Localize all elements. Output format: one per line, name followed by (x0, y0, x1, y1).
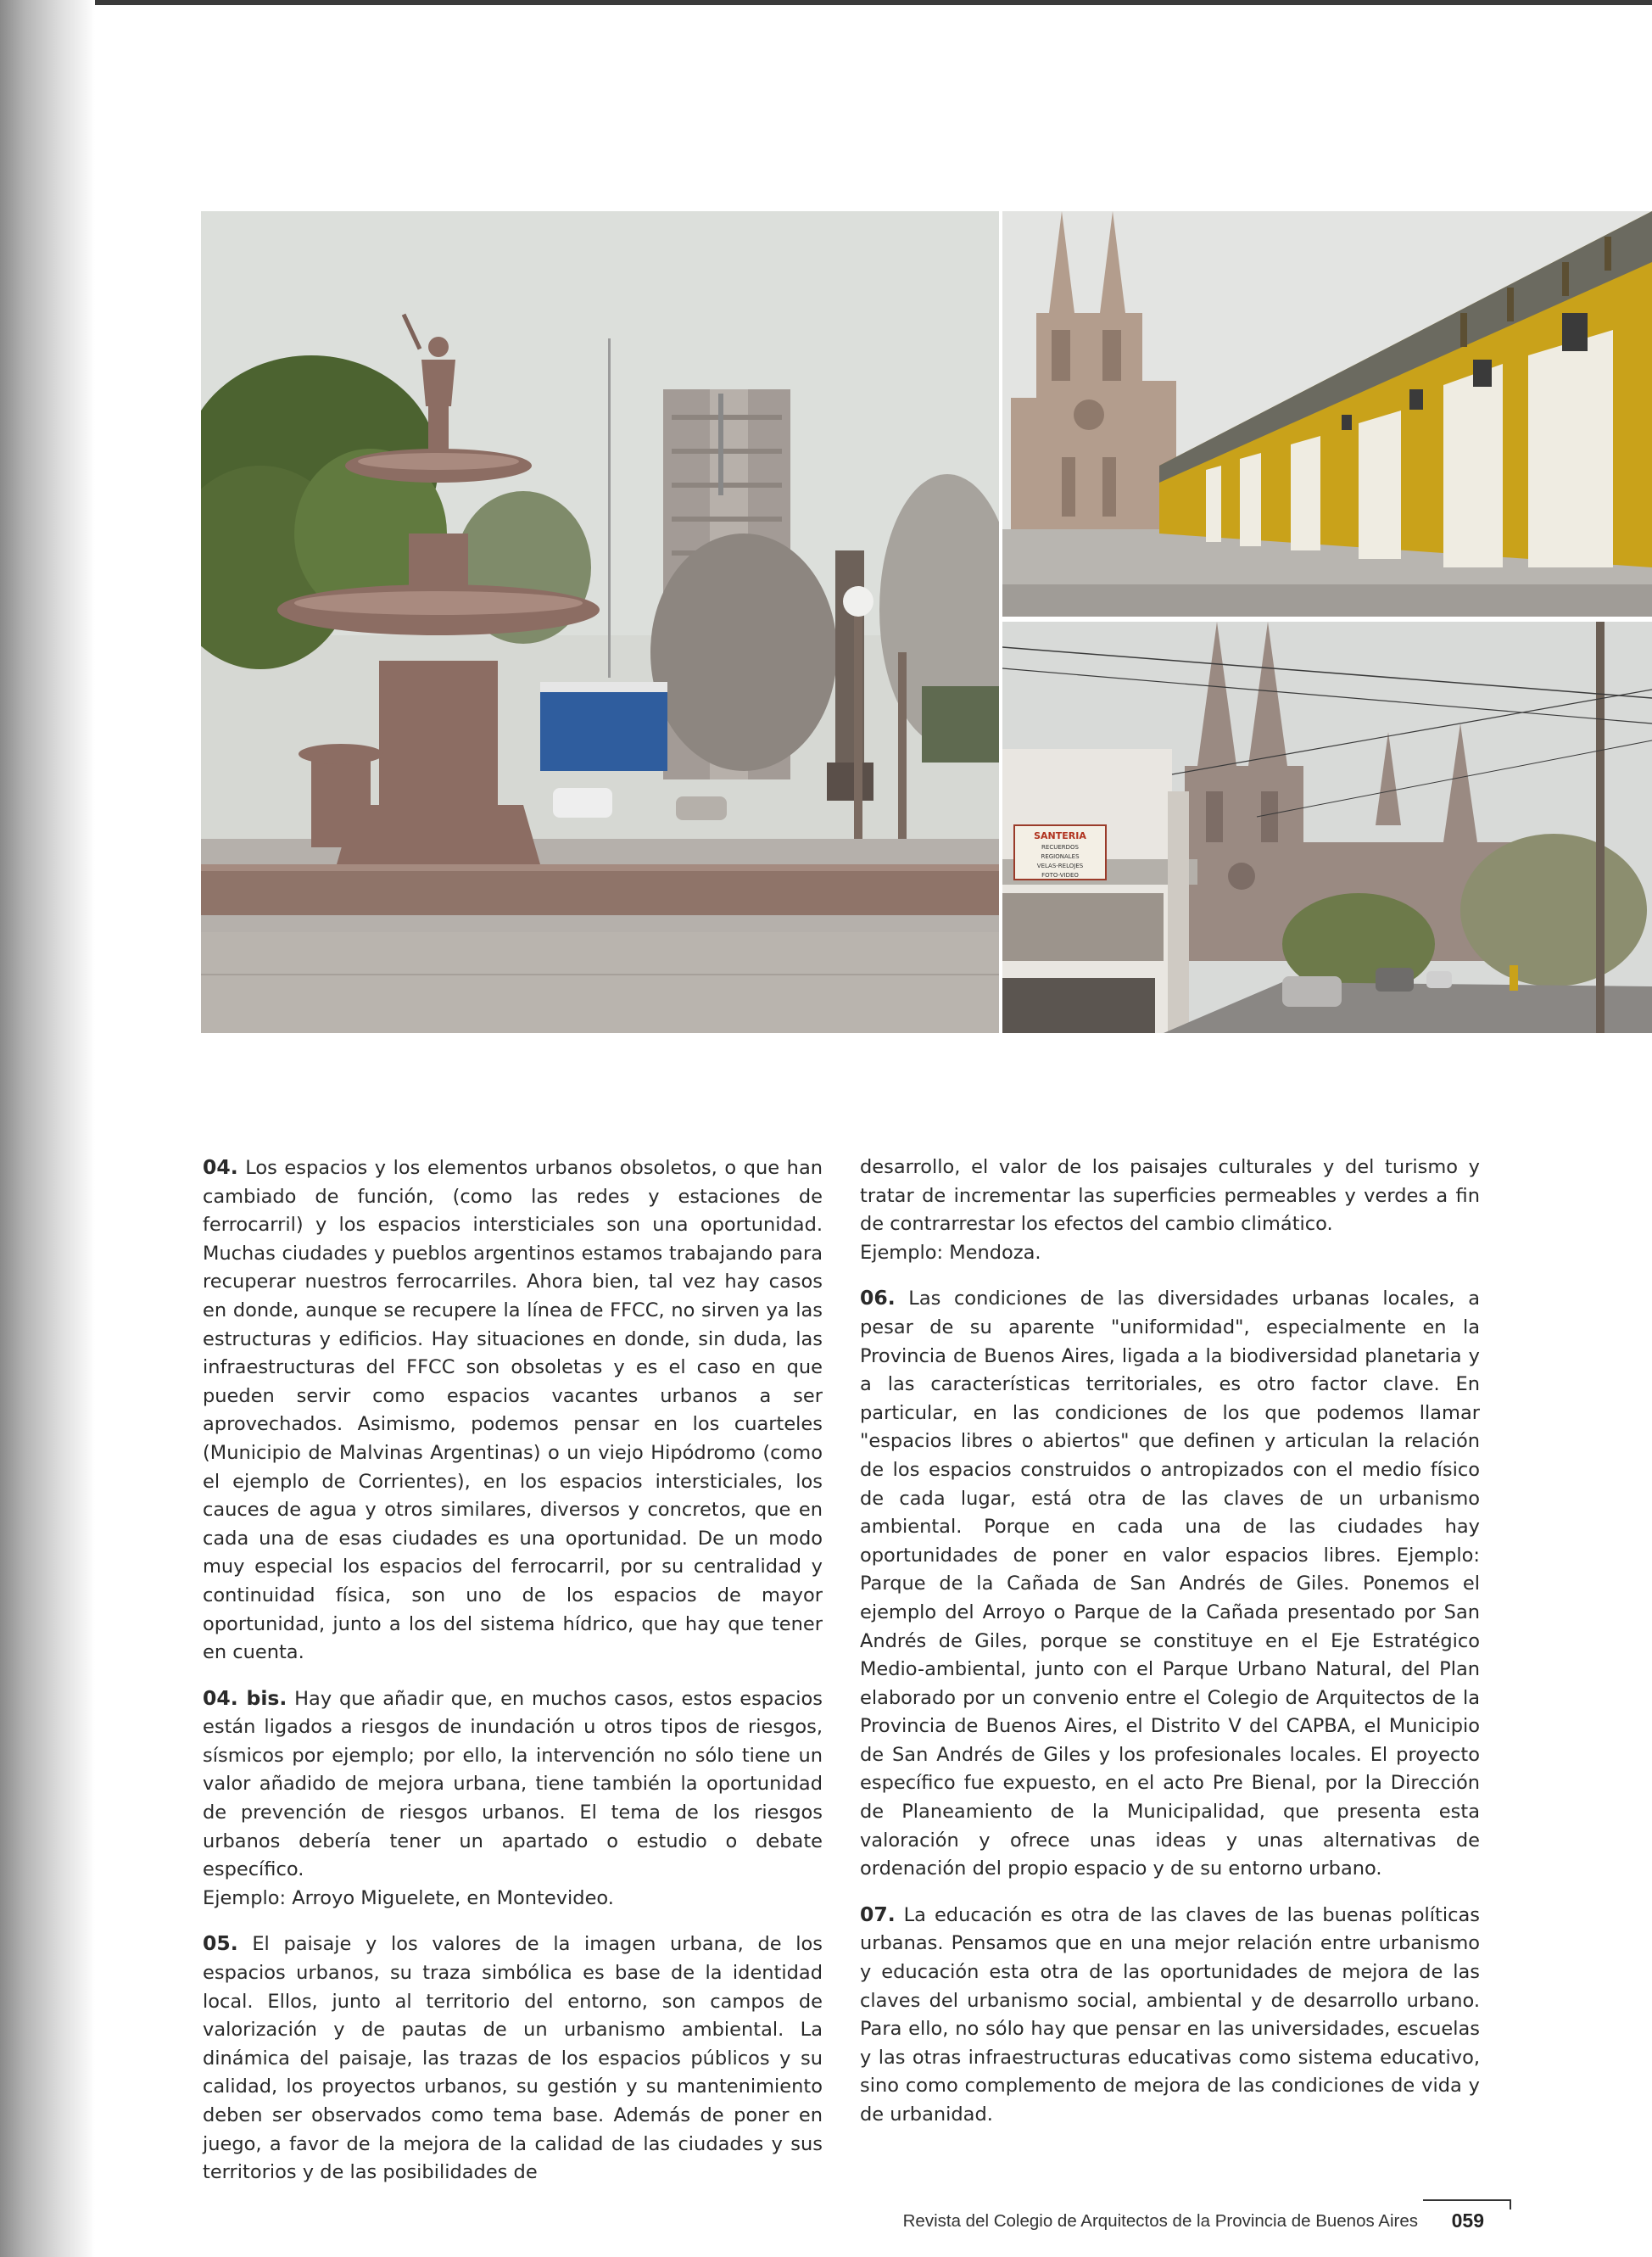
top-edge-line (0, 0, 1652, 5)
paragraph-text: desarrollo, el valor de los paisajes culturales y del turismo y tratar de incrementar las superficies permeables y verdes a fin de contrarrestar los efectos del cambio climático. (860, 1156, 1480, 1236)
paragraph-04 (203, 1154, 823, 1668)
page-footer (890, 2211, 1484, 2237)
paragraph-05 (203, 1930, 823, 2187)
text-column-right (860, 1154, 1480, 2130)
paragraph-number: 04. (203, 1155, 238, 1179)
text-column-left (203, 1154, 823, 2187)
paragraph-number: 04. bis. (203, 1685, 287, 1710)
fountain-illustration (201, 211, 999, 1033)
example-note: Ejemplo: Parque de la Cañada de San Andrés de Giles. Ponemos el ejemplo del Arroyo o Parque de la Cañada presentado por San Andrés de Giles, porque se constituye en el Eje Estratégico Medio-ambiental, junto con el Parque Urbano Natural, del Plan elaborado por un convenio entre el Colegio de Arquitectos de la Provincia de Buenos Aires, el Distrito V del CAPBA, el Municipio de San Andrés de Giles y los profesionales locales. El proyecto específico fue expuesto, en el acto Pre Bienal, por la Dirección de Planeamiento de la Municipalidad, que presenta esta valoración y ofrece unas ideas y unas alternativas de ordenación del propio espacio y de su entorno urbano. (860, 1544, 1480, 1880)
paragraph-number: 07. (860, 1902, 896, 1926)
paragraph-text: El paisaje y los valores de la imagen urbana, de los espacios urbanos, su traza simbólica es base de la identidad local. Ellos, junto al territorio del entorno, son campos de valorización y de pautas de un urbanismo ambiental. La dinámica del paisaje, las trazas de los espacios públicos y su calidad, los proyectos urbanos, su gestión y su mantenimiento deben ser observados como tema base. Además de poner en juego, a favor de la mejora de la calidad de las ciudades y sus territorios y de las posibilidades de (203, 1933, 823, 2184)
page-binding-shadow (0, 0, 95, 2257)
example-note: Ejemplo: Mendoza. (860, 1241, 1041, 1264)
paragraph-06 (860, 1284, 1480, 1883)
santeria-sign-line-2: REGIONALES (1041, 853, 1080, 860)
santeria-sign-line-4: FOTO-VIDEO (1041, 872, 1079, 879)
santeria-sign-line-3: VELAS-RELOJES (1036, 863, 1084, 869)
basilica-street-illustration (1002, 622, 1652, 1033)
paragraph-05-continued (860, 1154, 1480, 1267)
paragraph-text: Hay que añadir que, en muchos casos, estos espacios están ligados a riesgos de inundación u otros tipos de riesgos, sísmicos por ejemplo; por ello, la intervención no sólo tiene un valor añadido de mejora urbana, tiene también la oportunidad de prevención de riesgos urbanos. El tema de los riesgos urbanos debería tener un apartado o estudio o debate específico. (203, 1687, 823, 1881)
page-number: 059 (1451, 2210, 1484, 2232)
paragraph-07 (860, 1901, 1480, 2130)
example-note: Ejemplo: Arroyo Miguelete, en Montevideo. (203, 1886, 614, 1909)
paragraph-number: 05. (203, 1931, 238, 1956)
paragraph-text: La educación es otra de las claves de las buenas políticas urbanas. Pensamos que en una mejor relación entre urbanismo y educación esta otra de las oportunidades de mejora de las claves del urbanismo social, ambiental y de desarrollo urbano. Para ello, no sólo hay que pensar en las universidades, escuelas y las otras infraestructuras educativas como sistema educativo, sino como complemento de mejora de las condiciones de vida y de urbanidad. (860, 1903, 1481, 2126)
photo-basilica-arcade (1002, 211, 1652, 617)
paragraph-number: 06. (860, 1286, 896, 1310)
basilica-arcade-illustration (1002, 211, 1652, 617)
photo-basilica-street (1002, 622, 1652, 1033)
santeria-sign-line-1: RECUERDOS (1041, 844, 1079, 851)
photo-fountain-plaza (201, 211, 999, 1033)
footer-publication-title: Revista del Colegio de Arquitectos de la Provincia de Buenos Aires (902, 2211, 1418, 2231)
footer-rule (1423, 2199, 1511, 2201)
paragraph-04-bis (203, 1684, 823, 1913)
footer-rule-tick (1510, 2199, 1511, 2210)
santeria-sign-title: SANTERIA (1034, 830, 1086, 841)
paragraph-text: Los espacios y los elementos urbanos obsoletos, o que han cambiado de función, (como las redes y estaciones de ferrocarril) y los espacios intersticiales son una oportunidad. Muchas ciudades y pueblos argentinos estamos trabajando para recuperar nuestros ferrocarriles. Ahora bien, tal vez hay casos en donde, aunque se recupere la línea de FFCC, no sirven ya las estructuras y edificios. Hay situaciones en donde, sin duda, las infraestructuras del FFCC son obsoletas y es el caso en que pueden servir como espacios vacantes urbanos a ser aprovechados. Asimismo, podemos pensar en los cuarteles (Municipio de Malvinas Argentinas) o un viejo Hipódromo (como el ejemplo de Corrientes), en los espacios intersticiales, los cauces de agua y otros similares, diversos y concretos, que en cada una de esas ciudades es una oportunidad. De un modo muy especial los espacios del ferrocarril, por su centralidad y continuidad física, son uno de los espacios de mayor oportunidad, junto a los del sistema hídrico, que hay que tener en cuenta. (203, 1157, 823, 1664)
paragraph-text: Las condiciones de las diversidades urbanas locales, a pesar de su aparente "uniformidad", especialmente en la Provincia de Buenos Aires, ligada a la biodiversidad planetaria y a las características territoriales, es otro factor clave. En particular, en las condiciones de los que podemos llamar "espacios libres o abiertos" que definen y articulan la relación de los espacios construidos o antropizados con el medio físico de cada lugar, está otra de las claves de un urbanismo ambiental. Porque en cada una de las ciudades hay oportunidades de poner en valor espacios libres. (860, 1288, 1480, 1567)
